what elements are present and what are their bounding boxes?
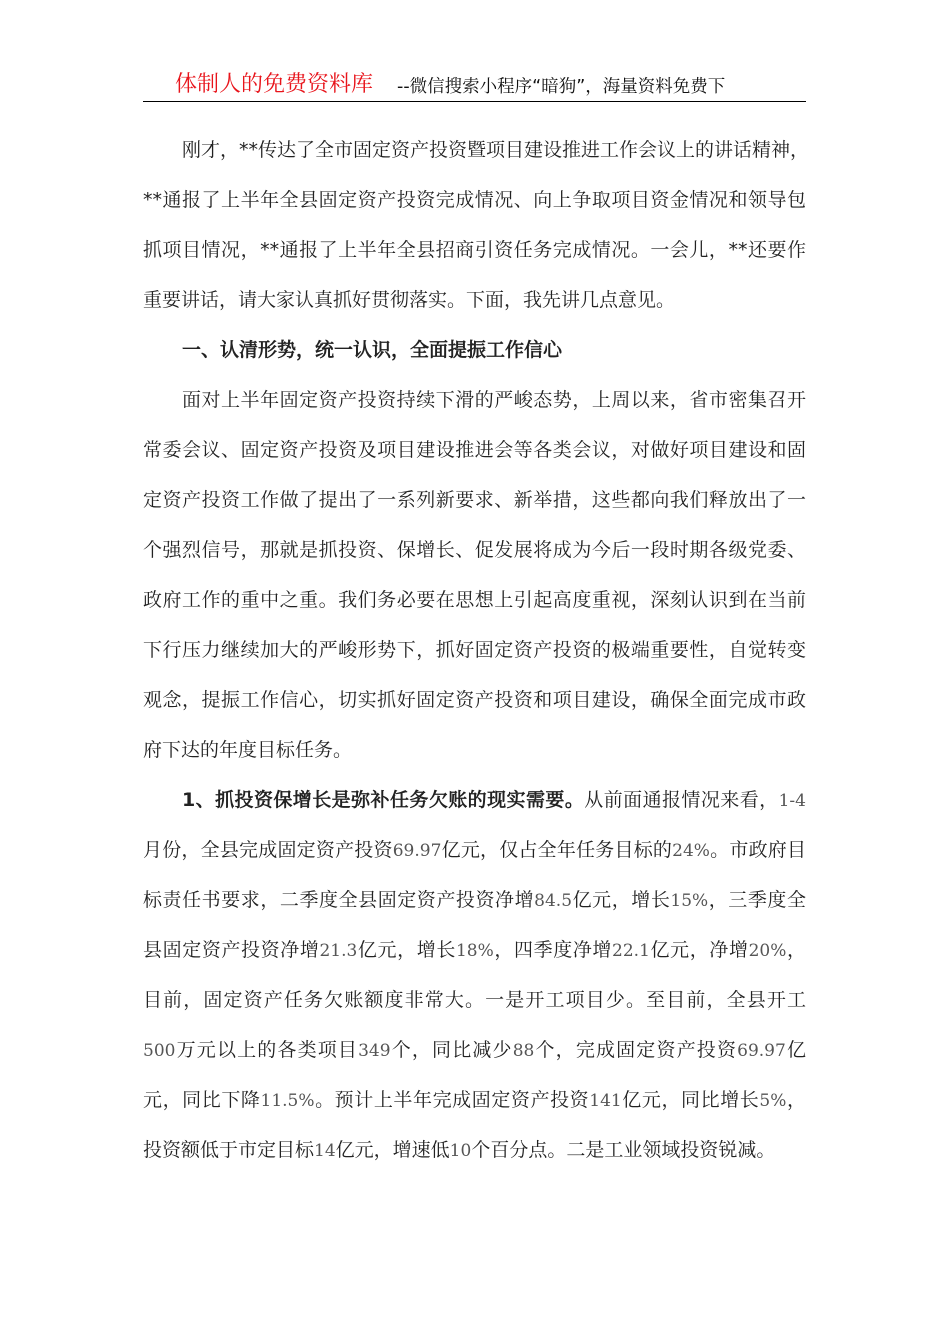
number: 15%: [670, 891, 709, 911]
paragraph: [143, 125, 810, 325]
text-line: 500万元以上的各类项目349个，同比减少88个，完成固定资产投资69.97亿: [143, 1039, 806, 1061]
number: 18%: [455, 941, 494, 961]
number: 10: [449, 1141, 472, 1161]
text-line: 1、抓投资保增长是弥补任务欠账的现实需要。从前面通报情况来看，1-4: [182, 789, 806, 811]
text-line: 标责任书要求，二季度全县固定资产投资净增84.5亿元，增长15%，三季度全: [143, 889, 806, 911]
number: 22.1: [612, 941, 650, 961]
number: 69.97: [392, 841, 442, 861]
number: 14: [314, 1141, 336, 1161]
header-brand: 体制人的免费资料库: [175, 72, 374, 97]
text-line: 元，同比下降11.5%。预计上半年完成固定资产投资141亿元，同比增长5%，: [143, 1089, 806, 1111]
document-header: [143, 70, 806, 102]
text-line: 县固定资产投资净增21.3亿元，增长18%，四季度净增22.1亿元，净增20%，: [143, 939, 806, 961]
text-line: 一、认清形势，统一认识，全面提振工作信心: [182, 339, 563, 361]
text-line: 下行压力继续加大的严峻形势下，抓好固定资产投资的极端重要性，自觉转变: [143, 639, 806, 661]
text-line: 府下达的年度目标任务。: [143, 739, 353, 761]
text-line: 月份，全县完成固定资产投资69.97亿元，仅占全年任务目标的24%。市政府目: [143, 839, 806, 861]
number: 11.5%: [260, 1091, 315, 1111]
text-line: 投资额低于市定目标14亿元，增速低10个百分点。二是工业领域投资锐减。: [143, 1139, 776, 1161]
header-tagline: --微信搜索小程序“暗狗”，海量资料免费下: [397, 77, 726, 97]
text-line: 目前，固定资产任务欠账额度非常大。一是开工项目少。至目前，全县开工: [143, 989, 806, 1011]
number: 84.5: [534, 891, 573, 911]
number: 141: [589, 1091, 622, 1111]
text-line: 刚才，**传达了全市固定资产投资暨项目建设推进工作会议上的讲话精神，: [182, 139, 810, 161]
number: 20%: [748, 941, 787, 961]
text-line: 定资产投资工作做了提出了一系列新要求、新举措，这些都向我们释放出了一: [143, 489, 806, 511]
number: 5%: [759, 1091, 787, 1111]
number: 69.97: [737, 1041, 786, 1061]
section-heading: [143, 325, 806, 375]
number: 24%: [672, 841, 710, 861]
text-line: 个强烈信号，那就是抓投资、保增长、促发展将成为今后一段时期各级党委、: [143, 539, 806, 561]
paragraph: [143, 775, 806, 1175]
text-line: 抓项目情况，**通报了上半年全县招商引资任务完成情况。一会儿，**还要作: [143, 239, 806, 261]
text-line: 观念，提振工作信心，切实抓好固定资产投资和项目建设，确保全面完成市政: [143, 689, 806, 711]
paragraph-lead: 1、抓投资保增长是弥补任务欠账的现实需要。: [182, 789, 585, 811]
document-body: [143, 125, 810, 1175]
number: 349: [358, 1041, 391, 1061]
text-line: 常委会议、固定资产投资及项目建设推进会等各类会议，对做好项目建设和固: [143, 439, 806, 461]
text-line: 重要讲话，请大家认真抓好贯彻落实。下面，我先讲几点意见。: [143, 289, 676, 311]
paragraph: [143, 375, 806, 775]
number: 21.3: [319, 941, 358, 961]
text-line: **通报了上半年全县固定资产投资完成情况、向上争取项目资金情况和领导包: [143, 189, 806, 211]
text-line: 政府工作的重中之重。我们务必要在思想上引起高度重视，深刻认识到在当前: [143, 589, 806, 611]
text-line: 面对上半年固定资产投资持续下滑的严峻态势，上周以来，省市密集召开: [182, 389, 806, 411]
number: 88: [512, 1041, 535, 1061]
number: 1-4: [778, 791, 806, 811]
number: 500: [143, 1041, 176, 1061]
